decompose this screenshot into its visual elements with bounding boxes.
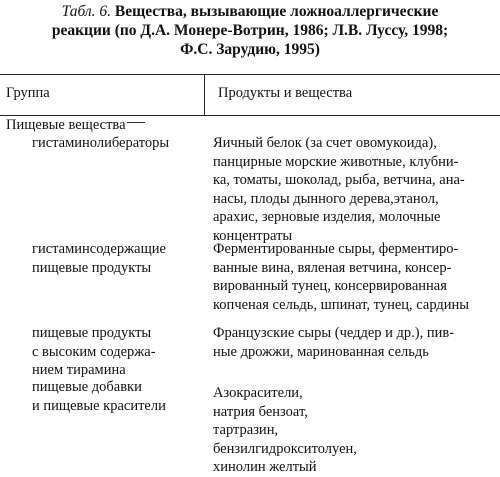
column-header-products: Продукты и вещества (218, 85, 353, 101)
caption-line-1 (12, 2, 488, 21)
product-line: бензилгидрокситолуен, (213, 440, 357, 457)
product-line: копченая сельдь, шпинат, тунец, сардины (213, 296, 470, 313)
products-cell (213, 134, 493, 245)
product-line: концентраты (213, 227, 293, 244)
product-line: Азокрасители, (213, 385, 303, 401)
section-title (6, 116, 145, 134)
table-top-rule (0, 74, 500, 75)
product-line: хинолин желтый (213, 459, 317, 475)
group-cell (32, 240, 204, 277)
section-title-text: Пищевые вещества (6, 117, 126, 133)
product-line: арахис, зерновые изделия, молочные (213, 209, 441, 225)
product-line: ка, томаты, шоколад, рыба, ветчина, ана- (213, 172, 465, 188)
group-line: пищевые добавки (32, 379, 142, 395)
product-line: насы, плоды дынного дерева,этанол, (213, 190, 439, 207)
group-cell (32, 378, 204, 415)
products-cell (213, 324, 493, 361)
header-column-divider (204, 74, 205, 116)
product-line: вированный тунец, консервированная (213, 278, 447, 294)
product-line: ные дрожжи, маринованная сельдь (213, 343, 429, 360)
caption-table-number: Табл. 6. (61, 3, 112, 20)
table-caption (12, 2, 488, 59)
group-line: и пищевые красители (32, 397, 166, 414)
caption-line-2: реакции (по Д.А. Монере-Вотрин, 1986; Л.В. Луссу, 1998; (51, 22, 449, 39)
group-line: гистаминсодержащие (32, 241, 166, 257)
product-line: Французские сыры (чеддер и др.), пив- (213, 325, 455, 341)
product-line: Яичный белок (за счет овомукоида), (213, 135, 437, 151)
product-line: натрия бензоат, (213, 403, 308, 420)
section-title-underline (127, 122, 145, 123)
product-line: Ферментированные сыры, ферментиро- (213, 241, 459, 257)
column-header-group: Группа (6, 85, 50, 101)
product-line: ванные вина, вяленая ветчина, консер- (213, 259, 452, 276)
product-line: тартразин, (213, 422, 279, 438)
group-line: гистаминолибераторы (32, 135, 170, 151)
caption-title-part-1: Вещества, вызывающие ложноаллергические (114, 3, 439, 20)
products-cell (213, 384, 493, 477)
group-line: нием тирамина (32, 362, 126, 378)
group-line: пищевые продукты (32, 325, 152, 341)
caption-line-3: Ф.С. Зарудию, 1995) (180, 41, 320, 58)
group-line: пищевые продукты (32, 259, 152, 276)
group-cell (32, 134, 204, 153)
group-cell (32, 324, 204, 380)
products-cell (213, 240, 493, 314)
group-line: с высоким содержа- (32, 343, 156, 360)
product-line: панцирные морские животные, клубни- (213, 153, 459, 170)
